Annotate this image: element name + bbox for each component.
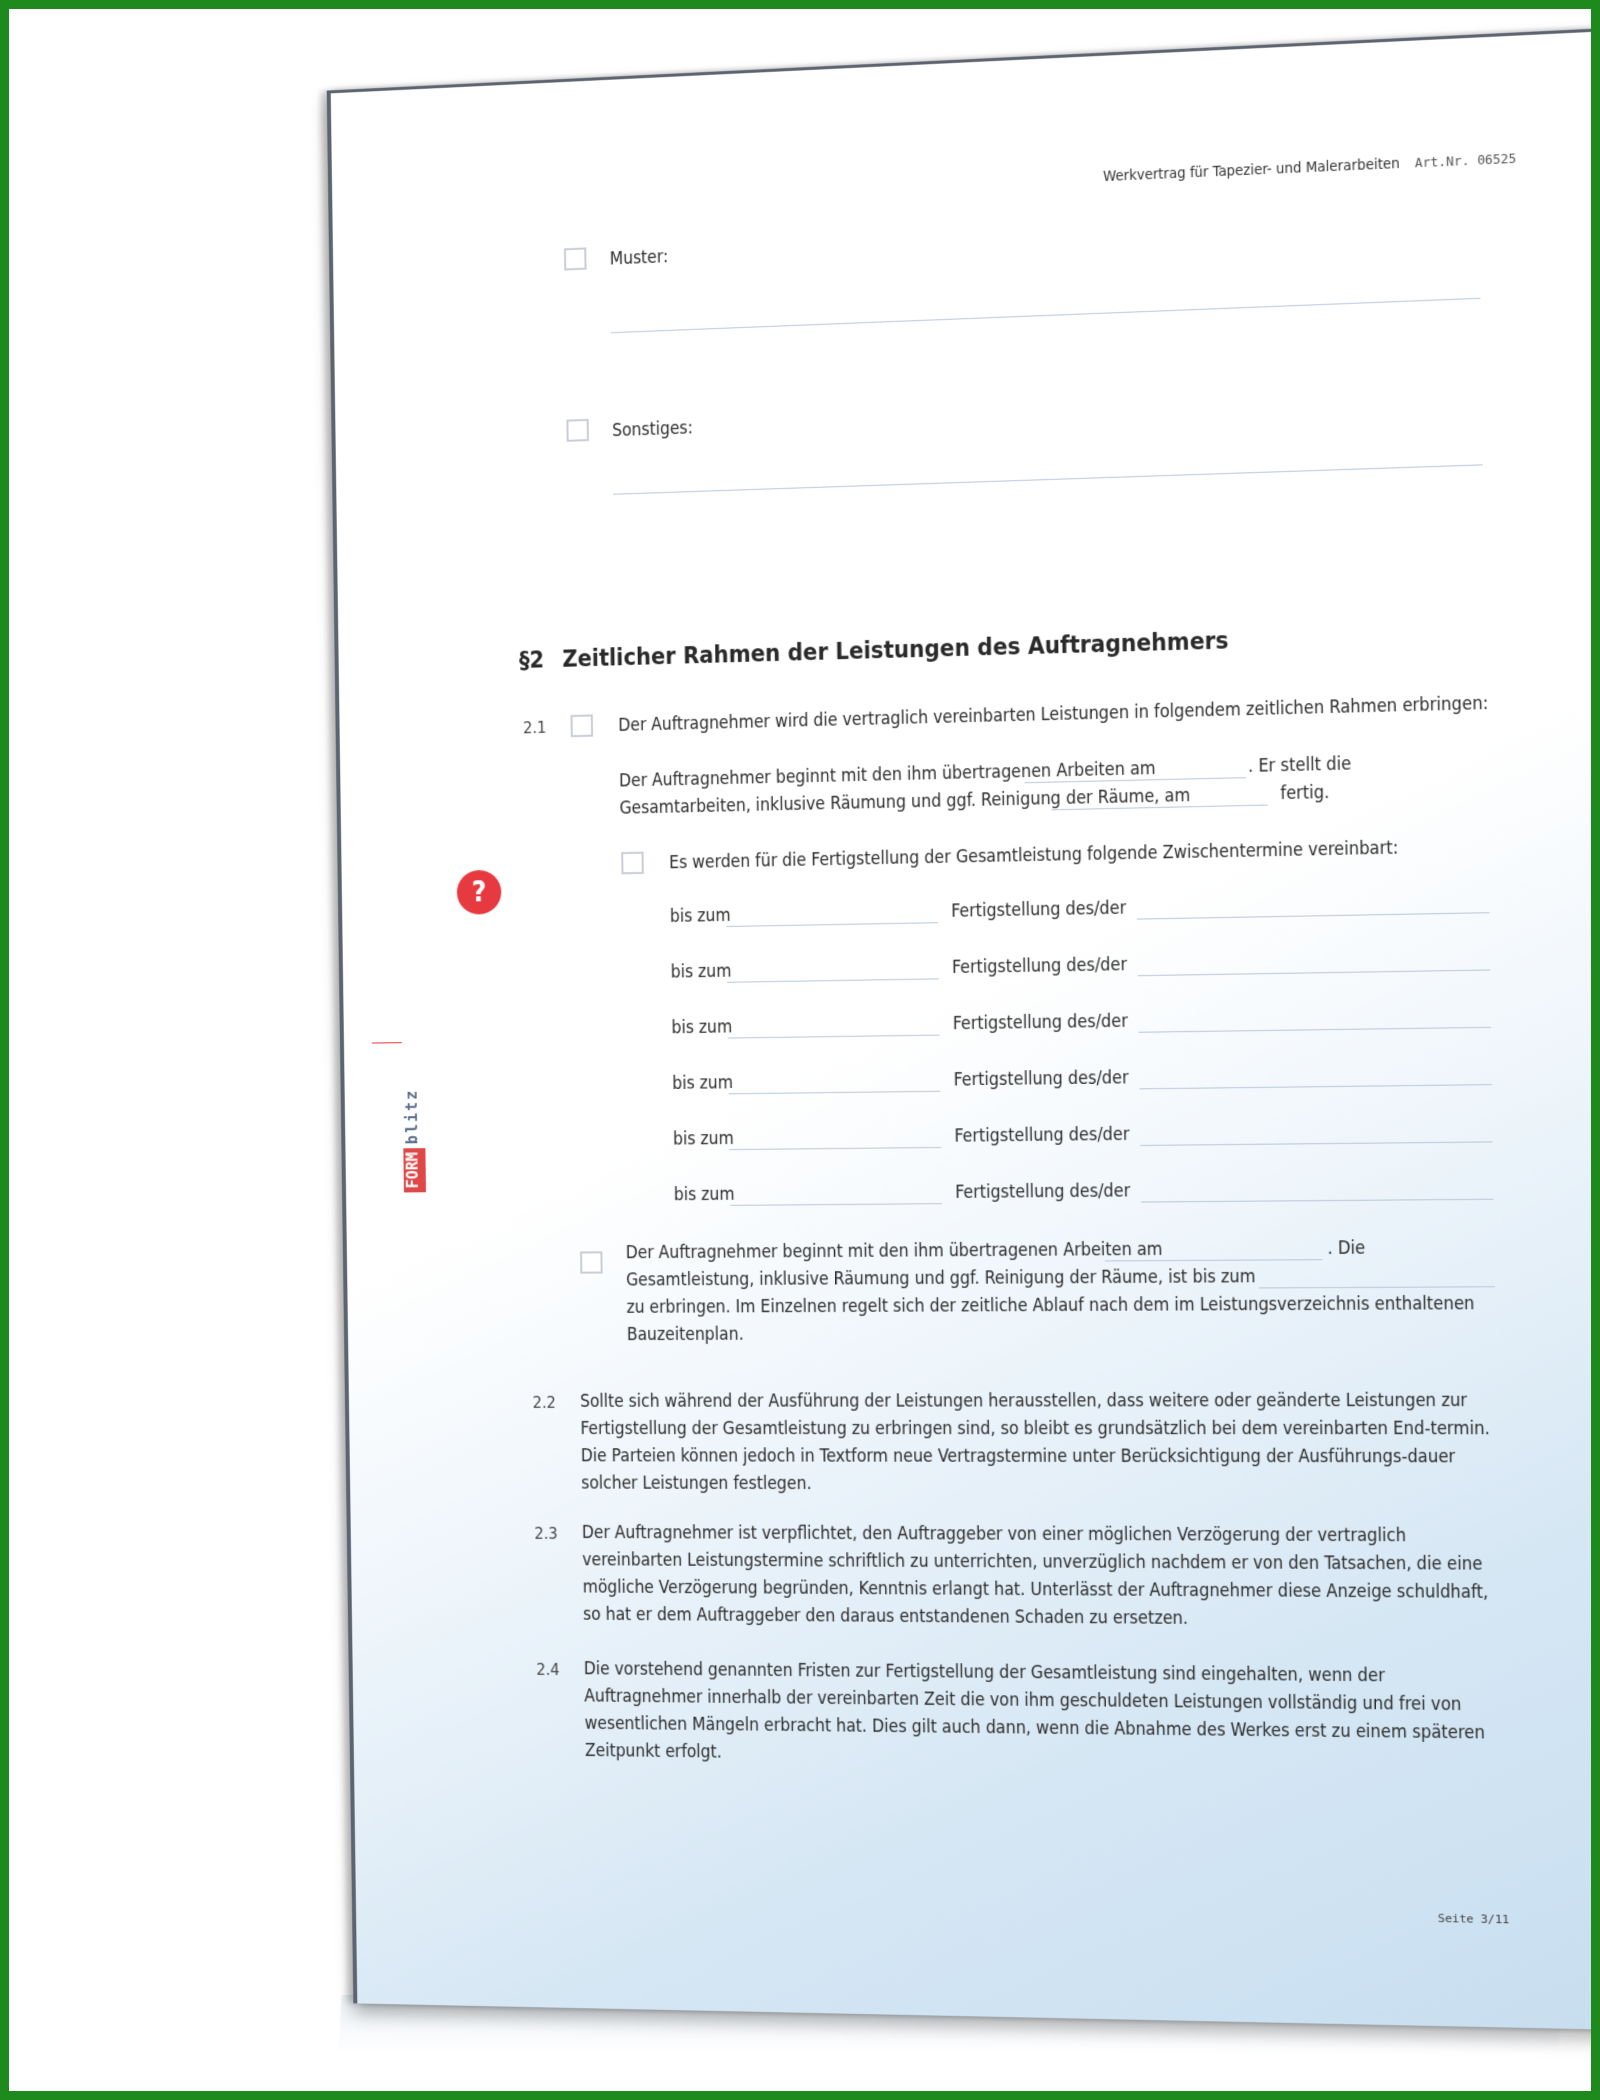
muster-label: Muster: — [609, 246, 669, 270]
milestone-date-field[interactable] — [729, 1091, 941, 1095]
alt-begin-date-field[interactable] — [1105, 1259, 1322, 1261]
bis-zum-label: bis zum — [669, 905, 731, 928]
milestone-date-field[interactable] — [728, 1035, 940, 1039]
muster-input-line[interactable] — [611, 298, 1481, 333]
fertigstellung-label: Fertigstellung des/der — [955, 1181, 1131, 1204]
fertigstellung-label: Fertigstellung des/der — [952, 1011, 1128, 1035]
logo-form: FORM — [403, 1148, 426, 1192]
milestone-desc-field[interactable] — [1140, 1141, 1493, 1146]
alt-text-1b: . Die — [1327, 1238, 1366, 1260]
formblitz-logo — [402, 1042, 426, 1193]
sonstiges-label: Sonstiges: — [612, 418, 694, 442]
zwischentermine-text: Es werden für die Fertigstellung der Gesamtleistung folgende Zwischentermine vereinbart: — [669, 838, 1399, 874]
clause-2-3-number: 2.3 — [534, 1523, 558, 1543]
milestone-desc-field[interactable] — [1138, 969, 1490, 976]
clause-2-1-text: Der Auftragnehmer wird die vertraglich vereinbarten Leistungen in folgendem zeitlichen Rahmen erbringen: — [618, 693, 1489, 737]
alt-text-3: zu erbringen. Im Einzelnen regelt sich der zeitliche Ablauf nach dem im Leistungsverzeichnis enthaltenen — [626, 1293, 1475, 1318]
begin-text-b: . Er stellt die — [1247, 753, 1352, 778]
begin-text-a: Der Auftragnehmer beginnt mit den ihm übertragenen Arbeiten am — [618, 758, 1156, 792]
zwischentermine-checkbox[interactable] — [621, 852, 644, 875]
clause-2-1-number: 2.1 — [523, 717, 547, 738]
milestone-desc-field[interactable] — [1141, 1199, 1494, 1203]
logo-blitz: blitz — [402, 1088, 422, 1145]
clause-2-4-text: Die vorstehend genannten Fristen zur Fertigstellung der Gesamtleistung sind eingehalten, wenn der Auftragnehmer innerhalb der vereinbarten Zeit die von ihm geschuldeten Leistungen vollständig und frei von wesentlichen Mängeln erbracht hat. Dies gilt auch dann, wenn die Abnahme des Werkes erst zu einem späteren Zeitpunkt erfolgt. — [583, 1659, 1486, 1763]
clause-2-3-text: Der Auftragnehmer ist verpflichtet, den Auftraggeber von einer möglichen Verzögerung der vertraglich vereinbarten Leistungstermine schriftlich zu unterrichten, unverzüglich nachdem er von den Tatsachen, die eine mögliche Verzögerung begründen, Kenntnis erlangt hat. Unterlässt der Auftragnehmer diese Anzeige schuldhaft, so hat er dem Auftraggeber den daraus entstandenen Schaden zu ersetzen. — [581, 1522, 1489, 1630]
section-number: §2 — [518, 647, 545, 675]
milestone-date-field[interactable] — [730, 1203, 942, 1206]
bis-zum-label: bis zum — [671, 1017, 733, 1039]
fertigstellung-label: Fertigstellung des/der — [951, 898, 1127, 922]
bis-zum-label: bis zum — [672, 1072, 734, 1094]
clause-2-2-number: 2.2 — [532, 1392, 556, 1412]
alt-text-4: Bauzeitenplan. — [626, 1324, 744, 1346]
milestone-date-field[interactable] — [726, 922, 938, 927]
alt-schedule-checkbox[interactable] — [580, 1251, 603, 1273]
begin-text-d: fertig. — [1280, 782, 1330, 805]
page-header — [1103, 150, 1516, 185]
milestone-date-field[interactable] — [729, 1147, 941, 1150]
section-title: Zeitlicher Rahmen der Leistungen des Auftragnehmers — [562, 627, 1229, 673]
sonstiges-checkbox[interactable] — [566, 419, 589, 442]
document-scene — [327, 29, 1600, 2027]
bis-zum-label: bis zum — [673, 1184, 735, 1206]
page-number: Seite 3/11 — [1437, 1911, 1510, 1927]
fertigstellung-label: Fertigstellung des/der — [953, 1067, 1129, 1091]
header-artnr: Art.Nr. 06525 — [1414, 151, 1517, 171]
milestone-date-field[interactable] — [727, 978, 939, 982]
alt-end-date-field[interactable] — [1259, 1286, 1495, 1288]
begin-text-c: Gesamtarbeiten, inklusive Räumung und ggf. Reinigung der Räume, am — [619, 785, 1191, 819]
milestone-desc-field[interactable] — [1137, 912, 1489, 919]
header-title: Werkvertrag für Tapezier- und Malerarbeiten — [1103, 155, 1400, 186]
sonstiges-input-line[interactable] — [613, 464, 1483, 494]
section-heading — [519, 628, 1229, 674]
bis-zum-label: bis zum — [672, 1128, 734, 1150]
fertigstellung-label: Fertigstellung des/der — [954, 1124, 1130, 1147]
fertigstellung-label: Fertigstellung des/der — [951, 954, 1128, 979]
clause-2-4-number: 2.4 — [536, 1659, 560, 1680]
milestone-desc-field[interactable] — [1139, 1027, 1491, 1033]
clause-2-2-text: Sollte sich während der Ausführung der Leistungen herausstellen, dass weitere oder geänderte Leistungen zur Fertigstellung der Gesamtleistung zu erbringen sind, so bleibt es grundsätzlich bei dem vereinbarten End-termin. Die Parteien können jedoch in Textform neue Vertragstermine unter Berücksichtigung der Ausführungs-dauer solcher Leistungen festlegen. — [579, 1390, 1491, 1495]
clause-2-1-checkbox[interactable] — [571, 714, 594, 737]
muster-checkbox[interactable] — [564, 247, 587, 270]
alt-text-1a: Der Auftragnehmer beginnt mit den ihm übertragenen Arbeiten am — [625, 1239, 1163, 1264]
logo-rule — [372, 1042, 402, 1043]
logo-word — [402, 1042, 426, 1193]
bis-zum-label: bis zum — [670, 961, 732, 983]
help-icon[interactable]: ? — [457, 870, 502, 915]
alt-text-2: Gesamtleistung, inklusive Räumung und ggf. Reinigung der Räume, ist bis zum — [626, 1266, 1256, 1291]
document-page — [327, 28, 1600, 2030]
milestone-desc-field[interactable] — [1139, 1084, 1492, 1089]
